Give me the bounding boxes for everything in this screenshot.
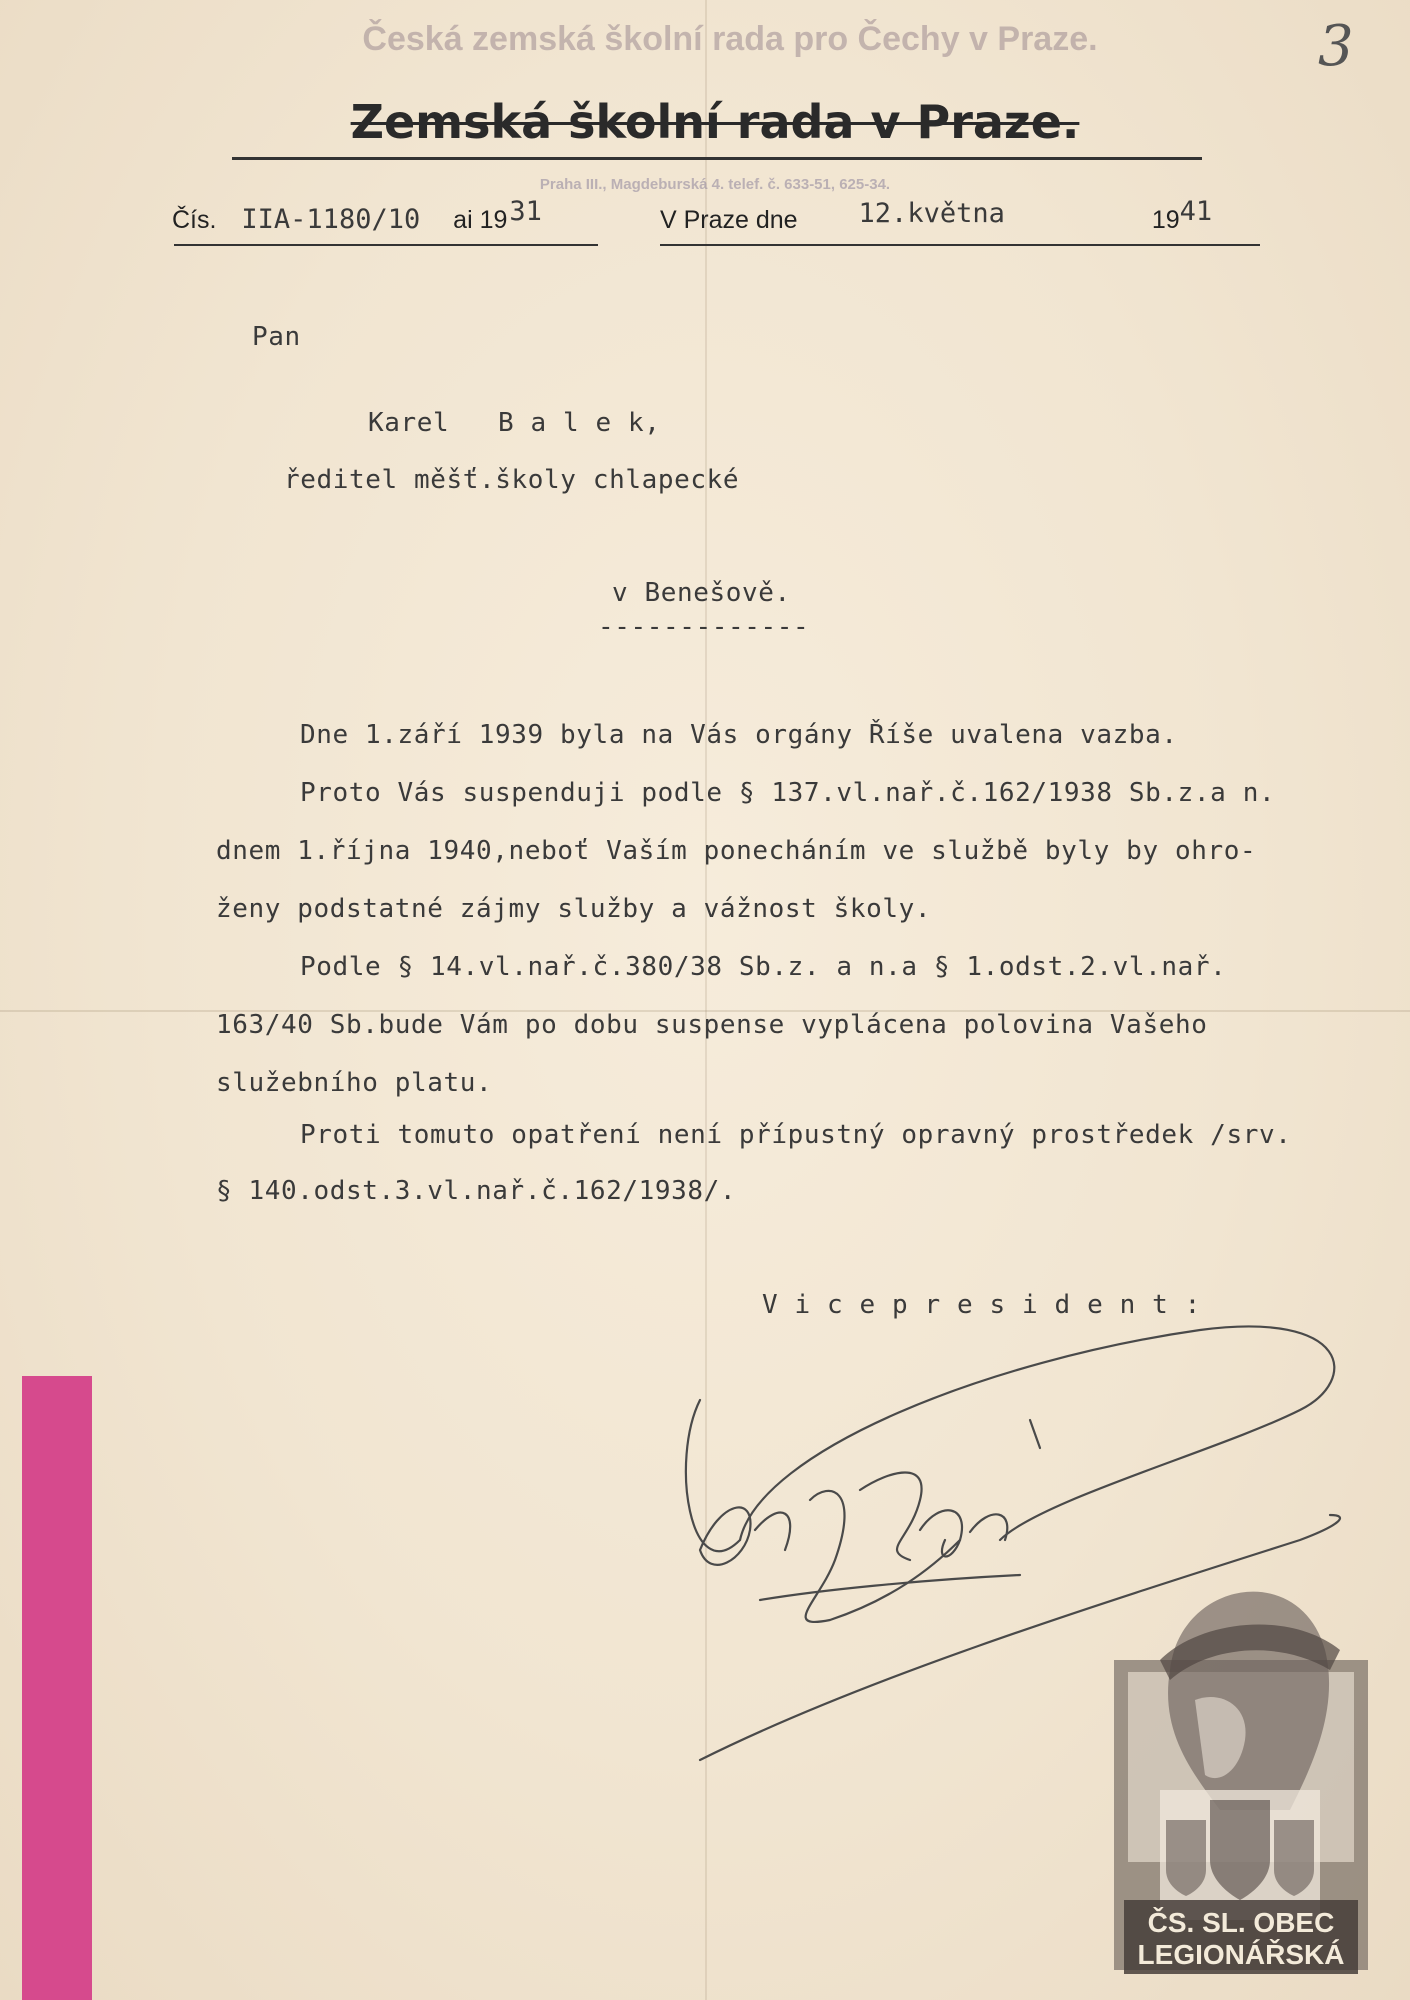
ai-year: 31	[509, 196, 542, 227]
body-line-2: Proto Vás suspenduji podle § 137.vl.nař.č.162/1938 Sb.z.a n.	[300, 778, 1276, 808]
recipient-name: Karel B a l e k,	[368, 408, 661, 438]
year-prefix: 19	[1151, 206, 1180, 234]
body-line-4: ženy podstatné zájmy služby a vážnost školy.	[216, 894, 932, 924]
date-value: 12.května	[858, 198, 1005, 229]
body-line-3: dnem 1.října 1940,neboť Vaším ponecháním ve službě byly by ohro-	[216, 836, 1257, 866]
body-line-8: Proti tomuto opatření není přípustný opravný prostředek /srv.	[300, 1120, 1292, 1150]
year-suffix: 41	[1179, 196, 1213, 227]
body-line-9: § 140.odst.3.vl.nař.č.162/1938/.	[216, 1176, 737, 1206]
ref-right-rule	[660, 244, 1260, 246]
signature-title: V i c e p r e s i d e n t :	[762, 1290, 1201, 1320]
recipient-title: ředitel měšť.školy chlapecké	[284, 465, 740, 495]
faded-stamp-top: Česká zemská školní rada pro Čechy v Praze.	[362, 20, 1098, 58]
letterhead-title: Zemská školní rada v Praze.	[350, 95, 1080, 149]
body-line-1: Dne 1.září 1939 byla na Vás orgány Říše uvalena vazba.	[300, 720, 1178, 750]
recipient-place: v Benešově.	[612, 578, 791, 608]
ref-right	[660, 196, 1213, 235]
ref-left-rule	[174, 244, 598, 246]
body-line-5: Podle § 14.vl.nař.č.380/38 Sb.z. a n.a § 1.odst.2.vl.nař.	[300, 952, 1227, 982]
legion-emblem	[1100, 1540, 1382, 1980]
cis-value: IIA-1180/10	[241, 204, 421, 235]
place-underline: -------------	[598, 612, 810, 642]
letterhead-address: Praha III., Magdeburská 4. telef. č. 633-51, 625-34.	[539, 176, 891, 193]
cis-label: Čís.	[172, 206, 217, 234]
body-line-6: 163/40 Sb.bude Vám po dobu suspense vyplácena polovina Vašeho	[216, 1010, 1208, 1040]
pink-tape	[22, 1376, 92, 2000]
letterhead-rule	[232, 157, 1202, 160]
ref-left	[172, 196, 542, 235]
emblem-line1: ČS. SL. OBEC	[1147, 1907, 1335, 1938]
place-label: V Praze dne	[660, 206, 798, 234]
page-number: 3	[1318, 14, 1354, 79]
body-line-7: služebního platu.	[216, 1068, 493, 1098]
salutation: Pan	[252, 322, 301, 352]
ai-label: ai 19	[453, 206, 508, 234]
emblem-line2: LEGIONÁŘSKÁ	[1137, 1939, 1345, 1970]
